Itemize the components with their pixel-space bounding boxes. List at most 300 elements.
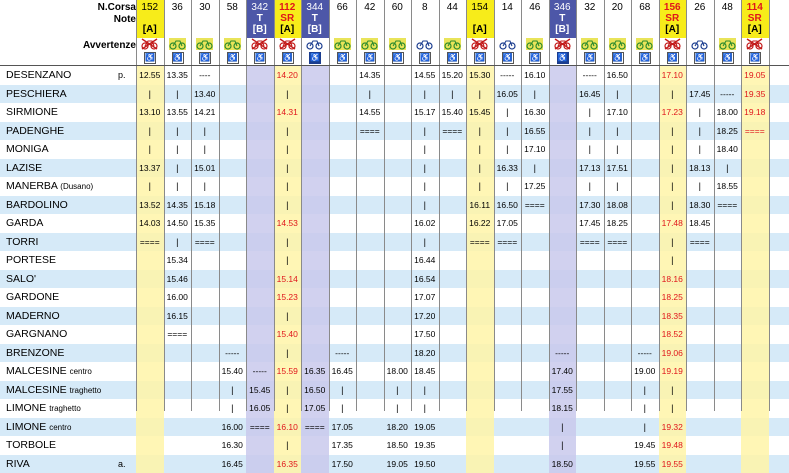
bike-icon xyxy=(196,38,213,50)
time-cell: 15.45 xyxy=(246,381,274,400)
time-cell: | xyxy=(604,177,632,196)
stop-name xyxy=(6,270,36,288)
wheelchair-icon: ♿ xyxy=(282,52,294,64)
time-cell: 16.45 xyxy=(576,85,604,104)
time-cell: | xyxy=(494,103,522,122)
run-note: SR xyxy=(741,13,769,24)
time-cell: | xyxy=(466,122,494,141)
time-cell: 16.30 xyxy=(219,436,247,455)
stop-sub-text: centro xyxy=(49,423,71,432)
stop-name-text: TORRI xyxy=(6,236,38,248)
time-cell: 14.21 xyxy=(191,103,219,122)
time-cell: 13.35 xyxy=(164,66,192,85)
run-number: 42 xyxy=(356,2,384,13)
header-avvertenze-label: Avvertenze xyxy=(0,40,136,51)
bike-icon xyxy=(334,38,351,50)
run-number: 20 xyxy=(604,2,632,13)
time-cell: | xyxy=(191,177,219,196)
time-cell: | xyxy=(521,85,549,104)
run-note-code: [B] xyxy=(549,24,577,35)
stop-name xyxy=(6,196,68,214)
time-cell: 19.35 xyxy=(411,436,439,455)
stop-name xyxy=(6,325,67,343)
time-cell: | xyxy=(659,122,687,141)
time-cell: | xyxy=(274,85,302,104)
time-cell: 14.03 xyxy=(136,214,164,233)
time-cell: | xyxy=(136,140,164,159)
time-cell: ==== xyxy=(494,233,522,252)
time-cell: | xyxy=(274,344,302,363)
time-cell: | xyxy=(164,159,192,178)
bike-icon xyxy=(416,38,433,50)
time-cell: 15.59 xyxy=(274,362,302,381)
time-cell: 13.55 xyxy=(164,103,192,122)
time-cell: | xyxy=(411,233,439,252)
wheelchair-icon: ♿ xyxy=(419,52,431,64)
time-cell: | xyxy=(164,85,192,104)
stop-name-text: PESCHIERA xyxy=(6,88,67,100)
time-cell: 16.05 xyxy=(246,399,274,418)
time-cell: | xyxy=(549,418,577,437)
time-cell: 15.40 xyxy=(219,362,247,381)
arrival-departure-mark: p. xyxy=(118,66,126,84)
wheelchair-icon: ♿ xyxy=(144,52,156,64)
time-cell: 15.30 xyxy=(466,66,494,85)
time-cell: 15.46 xyxy=(164,270,192,289)
time-cell: 13.37 xyxy=(136,159,164,178)
time-cell: ----- xyxy=(494,66,522,85)
time-cell: 16.10 xyxy=(274,418,302,437)
time-cell: ==== xyxy=(246,418,274,437)
stop-name-text: MADERNO xyxy=(6,310,60,322)
stop-name xyxy=(6,436,56,454)
run-note: T xyxy=(246,13,274,24)
bike-icon xyxy=(664,38,681,50)
time-cell: | xyxy=(274,140,302,159)
stop-name xyxy=(6,399,81,417)
time-cell: | xyxy=(604,85,632,104)
run-number: 66 xyxy=(329,2,357,13)
time-cell: 17.10 xyxy=(521,140,549,159)
stop-name-text: RIVA xyxy=(6,458,30,470)
run-number: 44 xyxy=(439,2,467,13)
time-cell: 18.45 xyxy=(411,362,439,381)
time-cell: | xyxy=(659,196,687,215)
wheelchair-icon: ♿ xyxy=(227,52,239,64)
wheelchair-icon: ♿ xyxy=(364,52,376,64)
wheelchair-icon: ♿ xyxy=(199,52,211,64)
time-cell: | xyxy=(411,381,439,400)
stop-name-text: PORTESE xyxy=(6,254,56,266)
stop-sub-text: (Dusano) xyxy=(60,182,93,191)
wheelchair-icon: ♿ xyxy=(639,52,651,64)
stop-name-text: BARDOLINO xyxy=(6,199,68,211)
run-note-code: [A] xyxy=(741,24,769,35)
time-cell: 16.35 xyxy=(274,455,302,473)
bike-icon xyxy=(389,38,406,50)
stop-name-text: GARDA xyxy=(6,217,43,229)
arrival-departure-mark: a. xyxy=(118,455,126,473)
time-cell: | xyxy=(384,381,412,400)
time-cell: 16.15 xyxy=(164,307,192,326)
wheelchair-icon: ♿ xyxy=(584,52,596,64)
time-cell: 18.25 xyxy=(659,288,687,307)
time-cell: | xyxy=(274,381,302,400)
time-cell: | xyxy=(659,85,687,104)
stop-name xyxy=(6,288,59,306)
stop-name xyxy=(6,103,58,121)
time-cell: | xyxy=(274,159,302,178)
bike-icon xyxy=(169,38,186,50)
time-cell: 19.35 xyxy=(741,85,769,104)
time-cell: 18.20 xyxy=(411,344,439,363)
time-cell: 16.10 xyxy=(521,66,549,85)
time-cell: 17.48 xyxy=(659,214,687,233)
run-number: 36 xyxy=(164,2,192,13)
time-cell: | xyxy=(411,140,439,159)
stop-name xyxy=(6,455,30,473)
stop-sub-text: traghetto xyxy=(70,386,102,395)
run-number: 68 xyxy=(631,2,659,13)
wheelchair-icon: ♿ xyxy=(502,52,514,64)
time-cell: 19.55 xyxy=(631,455,659,473)
col-divider xyxy=(769,0,770,411)
time-cell: 17.50 xyxy=(411,325,439,344)
wheelchair-icon: ♿ xyxy=(309,52,321,64)
col-divider xyxy=(246,0,247,411)
time-cell: 15.45 xyxy=(466,103,494,122)
time-cell: | xyxy=(274,177,302,196)
time-cell: | xyxy=(631,381,659,400)
time-cell: 17.05 xyxy=(301,399,329,418)
time-cell: 18.30 xyxy=(686,196,714,215)
time-cell: | xyxy=(604,140,632,159)
col-divider xyxy=(439,0,440,411)
run-number: 152 xyxy=(136,2,164,13)
time-cell: 17.07 xyxy=(411,288,439,307)
bike-icon xyxy=(526,38,543,50)
time-cell: | xyxy=(686,103,714,122)
time-cell: 18.00 xyxy=(384,362,412,381)
run-number: 114 xyxy=(741,2,769,13)
col-divider xyxy=(356,0,357,411)
stop-name xyxy=(6,381,101,399)
time-cell: 18.25 xyxy=(604,214,632,233)
time-cell: 17.45 xyxy=(686,85,714,104)
time-cell: | xyxy=(659,177,687,196)
time-cell: | xyxy=(164,122,192,141)
stop-name xyxy=(6,122,64,140)
time-cell: 16.02 xyxy=(411,214,439,233)
run-number: 8 xyxy=(411,2,439,13)
time-cell: 15.17 xyxy=(411,103,439,122)
stop-name-text: TORBOLE xyxy=(6,439,56,451)
run-number: 58 xyxy=(219,2,247,13)
time-cell: ----- xyxy=(631,344,659,363)
bike-icon xyxy=(224,38,241,50)
time-cell: | xyxy=(274,122,302,141)
time-cell: ==== xyxy=(356,122,384,141)
time-cell: 16.50 xyxy=(494,196,522,215)
run-number: 32 xyxy=(576,2,604,13)
time-cell: | xyxy=(631,399,659,418)
time-cell: 19.19 xyxy=(659,362,687,381)
time-cell: 17.05 xyxy=(494,214,522,233)
time-cell: ==== xyxy=(741,122,769,141)
time-cell: 15.14 xyxy=(274,270,302,289)
time-cell: ----- xyxy=(576,66,604,85)
run-note-code: [A] xyxy=(136,24,164,35)
time-cell: | xyxy=(494,177,522,196)
bike-icon xyxy=(499,38,516,50)
col-divider xyxy=(384,0,385,411)
run-note: T xyxy=(549,13,577,24)
time-cell: 16.00 xyxy=(164,288,192,307)
time-cell: 16.33 xyxy=(494,159,522,178)
time-cell: 16.54 xyxy=(411,270,439,289)
time-cell: | xyxy=(411,399,439,418)
time-cell: 19.05 xyxy=(411,418,439,437)
time-cell: 13.52 xyxy=(136,196,164,215)
time-cell: | xyxy=(411,85,439,104)
time-cell: | xyxy=(686,122,714,141)
time-cell: 15.34 xyxy=(164,251,192,270)
time-cell: | xyxy=(659,381,687,400)
time-cell: 18.16 xyxy=(659,270,687,289)
time-cell: ==== xyxy=(576,233,604,252)
stop-name-text: GARGNANO xyxy=(6,328,67,340)
time-cell: 17.35 xyxy=(329,436,357,455)
time-cell: | xyxy=(411,159,439,178)
bike-icon xyxy=(554,38,571,50)
time-cell: | xyxy=(576,140,604,159)
run-note-code: [A] xyxy=(274,24,302,35)
time-cell: 14.55 xyxy=(411,66,439,85)
time-cell: ----- xyxy=(246,362,274,381)
time-cell: 17.10 xyxy=(604,103,632,122)
time-cell: ----- xyxy=(549,344,577,363)
time-cell: 19.05 xyxy=(741,66,769,85)
time-cell: 16.50 xyxy=(604,66,632,85)
stop-name-text: LIMONE xyxy=(6,421,46,433)
time-cell: | xyxy=(329,381,357,400)
time-cell: 15.40 xyxy=(439,103,467,122)
time-cell: | xyxy=(274,251,302,270)
stop-name-text: GARDONE xyxy=(6,291,59,303)
time-cell: ==== xyxy=(714,196,742,215)
time-cell: 16.44 xyxy=(411,251,439,270)
time-cell: 14.20 xyxy=(274,66,302,85)
run-note: SR xyxy=(659,13,687,24)
run-number: 154 xyxy=(466,2,494,13)
header-corsa-label: N.Corsa xyxy=(0,2,136,13)
time-cell: | xyxy=(439,85,467,104)
bike-icon xyxy=(444,38,461,50)
time-cell: | xyxy=(576,177,604,196)
bike-icon xyxy=(471,38,488,50)
time-cell: | xyxy=(136,122,164,141)
time-cell: | xyxy=(659,159,687,178)
time-cell: 19.06 xyxy=(659,344,687,363)
run-note-code: [B] xyxy=(301,24,329,35)
time-cell: | xyxy=(274,196,302,215)
run-note: SR xyxy=(274,13,302,24)
stop-name-text: MANERBA xyxy=(6,180,57,192)
bike-icon xyxy=(279,38,296,50)
time-cell: 19.48 xyxy=(659,436,687,455)
stop-name xyxy=(6,418,71,436)
time-cell: 17.05 xyxy=(329,418,357,437)
time-cell: 19.05 xyxy=(384,455,412,473)
time-cell: 15.40 xyxy=(274,325,302,344)
bike-icon xyxy=(251,38,268,50)
time-cell: ==== xyxy=(191,233,219,252)
stop-name-text: MALCESINE xyxy=(6,384,67,396)
run-number: 112 xyxy=(274,2,302,13)
time-cell: 12.55 xyxy=(136,66,164,85)
wheelchair-icon: ♿ xyxy=(612,52,624,64)
run-number: 342 xyxy=(246,2,274,13)
time-cell: 17.10 xyxy=(659,66,687,85)
time-cell: 18.15 xyxy=(549,399,577,418)
wheelchair-icon: ♿ xyxy=(447,52,459,64)
time-cell: 14.50 xyxy=(164,214,192,233)
stop-name xyxy=(6,140,49,158)
time-cell: ==== xyxy=(521,196,549,215)
stop-name xyxy=(6,233,38,251)
time-cell: | xyxy=(659,399,687,418)
wheelchair-icon: ♿ xyxy=(667,52,679,64)
time-cell: 17.13 xyxy=(576,159,604,178)
time-cell: 19.45 xyxy=(631,436,659,455)
time-cell: 18.55 xyxy=(714,177,742,196)
time-cell: 17.55 xyxy=(549,381,577,400)
time-cell: | xyxy=(576,122,604,141)
wheelchair-icon: ♿ xyxy=(474,52,486,64)
stop-name-text: BRENZONE xyxy=(6,347,64,359)
time-cell: | xyxy=(494,140,522,159)
time-cell: 18.40 xyxy=(714,140,742,159)
run-number: 48 xyxy=(714,2,742,13)
time-cell: | xyxy=(191,140,219,159)
run-number: 346 xyxy=(549,2,577,13)
time-cell: | xyxy=(686,177,714,196)
wheelchair-icon: ♿ xyxy=(172,52,184,64)
bike-icon xyxy=(361,38,378,50)
stop-name xyxy=(6,214,43,232)
stop-name-text: PADENGHE xyxy=(6,125,64,137)
stop-sub-text: centro xyxy=(70,367,92,376)
wheelchair-icon: ♿ xyxy=(254,52,266,64)
run-note-code: [A] xyxy=(659,24,687,35)
stop-name xyxy=(6,159,42,177)
run-number: 60 xyxy=(384,2,412,13)
time-cell: | xyxy=(136,85,164,104)
wheelchair-icon: ♿ xyxy=(749,52,761,64)
stop-name-text: DESENZANO xyxy=(6,69,71,81)
stop-name-text: MALCESINE xyxy=(6,365,67,377)
bike-icon xyxy=(581,38,598,50)
stop-name xyxy=(6,251,56,269)
time-cell: ----- xyxy=(329,344,357,363)
time-cell: | xyxy=(411,122,439,141)
time-cell: | xyxy=(384,399,412,418)
time-cell: 16.22 xyxy=(466,214,494,233)
wheelchair-icon: ♿ xyxy=(722,52,734,64)
time-cell: 16.30 xyxy=(521,103,549,122)
time-cell: 16.55 xyxy=(521,122,549,141)
col-divider xyxy=(301,0,302,411)
stop-name xyxy=(6,177,93,195)
time-cell: | xyxy=(659,251,687,270)
time-cell: ==== xyxy=(466,233,494,252)
time-cell: | xyxy=(549,436,577,455)
bike-icon xyxy=(636,38,653,50)
time-cell: | xyxy=(164,233,192,252)
time-cell: | xyxy=(521,159,549,178)
time-cell: 14.35 xyxy=(356,66,384,85)
bike-icon xyxy=(609,38,626,50)
wheelchair-icon: ♿ xyxy=(392,52,404,64)
wheelchair-icon: ♿ xyxy=(529,52,541,64)
wheelchair-icon: ♿ xyxy=(337,52,349,64)
time-cell: | xyxy=(356,85,384,104)
time-cell: | xyxy=(686,140,714,159)
run-number: 344 xyxy=(301,2,329,13)
time-cell: 18.45 xyxy=(686,214,714,233)
time-cell: 18.00 xyxy=(714,103,742,122)
run-number: 30 xyxy=(191,2,219,13)
time-cell: 15.18 xyxy=(191,196,219,215)
bike-icon xyxy=(719,38,736,50)
time-cell: 15.01 xyxy=(191,159,219,178)
time-cell: 16.35 xyxy=(301,362,329,381)
time-cell: ==== xyxy=(439,122,467,141)
time-cell: ----- xyxy=(219,344,247,363)
time-cell: 17.23 xyxy=(659,103,687,122)
time-cell: ==== xyxy=(164,325,192,344)
time-cell: 17.25 xyxy=(521,177,549,196)
time-cell: | xyxy=(631,418,659,437)
time-cell: | xyxy=(219,381,247,400)
time-cell: | xyxy=(219,399,247,418)
time-cell: | xyxy=(329,399,357,418)
time-cell: 14.53 xyxy=(274,214,302,233)
time-cell: 17.40 xyxy=(549,362,577,381)
time-cell: ----- xyxy=(714,85,742,104)
stop-name xyxy=(6,66,71,84)
time-cell: | xyxy=(659,233,687,252)
time-cell: ==== xyxy=(301,418,329,437)
time-cell: 18.35 xyxy=(659,307,687,326)
stop-name-text: SIRMIONE xyxy=(6,106,58,118)
time-cell: | xyxy=(659,140,687,159)
time-cell: | xyxy=(604,122,632,141)
time-cell: | xyxy=(164,140,192,159)
time-cell: 14.31 xyxy=(274,103,302,122)
header-note-label: Note xyxy=(0,14,136,25)
time-cell: 16.45 xyxy=(219,455,247,473)
time-cell: 16.00 xyxy=(219,418,247,437)
run-number: 46 xyxy=(521,2,549,13)
time-cell: 19.50 xyxy=(411,455,439,473)
run-note-code: [B] xyxy=(246,24,274,35)
stop-name xyxy=(6,362,92,380)
time-cell: 18.52 xyxy=(659,325,687,344)
time-cell: 17.51 xyxy=(604,159,632,178)
time-cell: 13.10 xyxy=(136,103,164,122)
time-cell: 17.30 xyxy=(576,196,604,215)
